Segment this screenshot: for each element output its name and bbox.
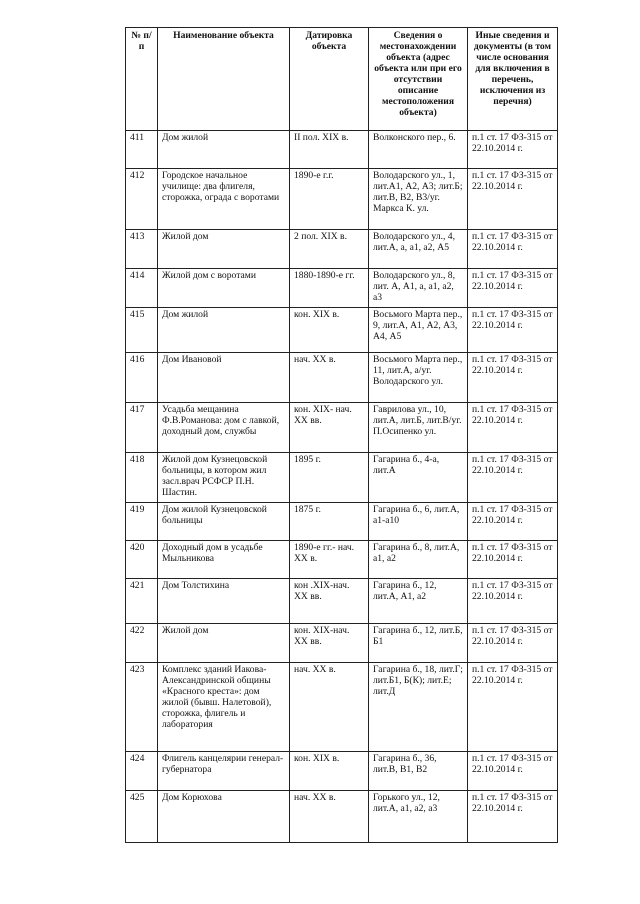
cell-dating: нач. XX в.: [290, 353, 369, 403]
heritage-objects-table: [125, 27, 558, 843]
table-row: [126, 230, 558, 269]
table-row: [126, 453, 558, 503]
cell-object-name: Дом Корюхова: [158, 791, 290, 843]
cell-dating: 1895 г.: [290, 453, 369, 503]
cell-dating: кон. XIX- нач. XX вв.: [290, 403, 369, 453]
cell-location: Гагарина б., 4-а, лит.А: [369, 453, 468, 503]
cell-dating: кон .XIX-нач. XX вв.: [290, 579, 369, 624]
cell-number: 424: [126, 752, 158, 791]
cell-dating: нач. XX в.: [290, 791, 369, 843]
cell-other-info: п.1 ст. 17 ФЗ-315 от 22.10.2014 г.: [468, 579, 558, 624]
cell-other-info: п.1 ст. 17 ФЗ-315 от 22.10.2014 г.: [468, 353, 558, 403]
cell-number: 418: [126, 453, 158, 503]
cell-object-name: Жилой дом: [158, 624, 290, 663]
cell-dating: 1890-е гг.- нач. XX в.: [290, 541, 369, 579]
table-row: [126, 791, 558, 843]
cell-number: 411: [126, 131, 158, 169]
cell-number: 417: [126, 403, 158, 453]
header-object-name: Наименование объекта: [158, 28, 290, 131]
table-row: [126, 403, 558, 453]
table-row: [126, 541, 558, 579]
cell-location: Волконского пер., 6.: [369, 131, 468, 169]
cell-other-info: п.1 ст. 17 ФЗ-315 от 22.10.2014 г.: [468, 230, 558, 269]
cell-location: Горького ул., 12, лит.А, а1, а2, а3: [369, 791, 468, 843]
cell-other-info: п.1 ст. 17 ФЗ-315 от 22.10.2014 г.: [468, 663, 558, 752]
table-row: [126, 269, 558, 308]
cell-location: Володарского ул., 1, лит.А1, А2, А3; лит.Б; лит.В, В2, В3/уг. Маркса К. ул.: [369, 169, 468, 230]
cell-location: Восьмого Марта пер., 11, лит.А, а/уг. Володарского ул.: [369, 353, 468, 403]
cell-object-name: Дом Толстихина: [158, 579, 290, 624]
cell-number: 415: [126, 308, 158, 353]
cell-number: 419: [126, 503, 158, 541]
table-row: [126, 579, 558, 624]
cell-location: Володарского ул., 4, лит.А, а, а1, а2, А5: [369, 230, 468, 269]
cell-object-name: Флигель канцелярии генерал-губернатора: [158, 752, 290, 791]
table-header-row: [126, 28, 558, 131]
cell-location: Гагарина б., 36, лит.В, В1, В2: [369, 752, 468, 791]
table-body: [126, 131, 558, 843]
cell-object-name: Жилой дом с воротами: [158, 269, 290, 308]
cell-dating: 1880-1890-е гг.: [290, 269, 369, 308]
table-row: [126, 353, 558, 403]
cell-other-info: п.1 ст. 17 ФЗ-315 от 22.10.2014 г.: [468, 453, 558, 503]
table-row: [126, 308, 558, 353]
cell-number: 420: [126, 541, 158, 579]
cell-other-info: п.1 ст. 17 ФЗ-315 от 22.10.2014 г.: [468, 308, 558, 353]
cell-number: 416: [126, 353, 158, 403]
table-row: [126, 503, 558, 541]
cell-object-name: Жилой дом: [158, 230, 290, 269]
cell-other-info: п.1 ст. 17 ФЗ-315 от 22.10.2014 г.: [468, 503, 558, 541]
cell-dating: II пол. XIX в.: [290, 131, 369, 169]
table-row: [126, 169, 558, 230]
cell-dating: 1890-е г.г.: [290, 169, 369, 230]
cell-object-name: Дом Ивановой: [158, 353, 290, 403]
cell-dating: кон. XIX в.: [290, 308, 369, 353]
cell-location: Володарского ул., 8, лит. А, А1, а, а1, а2, а3: [369, 269, 468, 308]
cell-dating: 1875 г.: [290, 503, 369, 541]
cell-location: Гагарина б., 8, лит.А, а1, а2: [369, 541, 468, 579]
cell-number: 425: [126, 791, 158, 843]
cell-other-info: п.1 ст. 17 ФЗ-315 от 22.10.2014 г.: [468, 752, 558, 791]
cell-other-info: п.1 ст. 17 ФЗ-315 от 22.10.2014 г.: [468, 269, 558, 308]
cell-number: 413: [126, 230, 158, 269]
table-row: [126, 752, 558, 791]
cell-dating: нач. XX в.: [290, 663, 369, 752]
cell-location: Гагарина б., 18, лит.Г; лит.Б1, Б(К); лит.Е; лит.Д: [369, 663, 468, 752]
cell-other-info: п.1 ст. 17 ФЗ-315 от 22.10.2014 г.: [468, 131, 558, 169]
cell-location: Гагарина б., 6, лит.А, а1-а10: [369, 503, 468, 541]
table-row: [126, 131, 558, 169]
cell-object-name: Комплекс зданий Иакова-Александринской общины «Красного креста»: дом жилой (бывш. Налетовой), сторожка, флигель и лаборатория: [158, 663, 290, 752]
cell-dating: кон. XIX в.: [290, 752, 369, 791]
cell-dating: кон. XIX-нач. XX вв.: [290, 624, 369, 663]
cell-location: Гагарина б., 12, лит.Б, Б1: [369, 624, 468, 663]
cell-other-info: п.1 ст. 17 ФЗ-315 от 22.10.2014 г.: [468, 791, 558, 843]
table-row: [126, 663, 558, 752]
header-dating: Датировка объекта: [290, 28, 369, 131]
cell-other-info: п.1 ст. 17 ФЗ-315 от 22.10.2014 г.: [468, 624, 558, 663]
cell-object-name: Дом жилой: [158, 131, 290, 169]
cell-number: 414: [126, 269, 158, 308]
cell-object-name: Дом жилой Кузнецовской больницы: [158, 503, 290, 541]
cell-number: 412: [126, 169, 158, 230]
cell-other-info: п.1 ст. 17 ФЗ-315 от 22.10.2014 г.: [468, 169, 558, 230]
cell-other-info: п.1 ст. 17 ФЗ-315 от 22.10.2014 г.: [468, 541, 558, 579]
cell-object-name: Дом жилой: [158, 308, 290, 353]
cell-dating: 2 пол. XIX в.: [290, 230, 369, 269]
header-other-info: Иные сведения и документы (в том числе основания для включения в перечень, исключения из перечня): [468, 28, 558, 131]
cell-location: Гагарина б., 12, лит.А, А1, а2: [369, 579, 468, 624]
cell-location: Восьмого Марта пер., 9, лит.А, А1, А2, А3, А4, А5: [369, 308, 468, 353]
cell-number: 422: [126, 624, 158, 663]
cell-location: Гаврилова ул., 10, лит.А, лит.Б, лит.В/уг. П.Осипенко ул.: [369, 403, 468, 453]
cell-number: 421: [126, 579, 158, 624]
cell-other-info: п.1 ст. 17 ФЗ-315 от 22.10.2014 г.: [468, 403, 558, 453]
header-number: № п/п: [126, 28, 158, 131]
header-location: Сведения о местонахождении объекта (адрес объекта или при его отсутствии описание местоположения объекта): [369, 28, 468, 131]
cell-object-name: Усадьба мещанина Ф.В.Романова: дом с лавкой, доходный дом, службы: [158, 403, 290, 453]
cell-object-name: Городское начальное училище: два флигеля, сторожка, ограда с воротами: [158, 169, 290, 230]
table-row: [126, 624, 558, 663]
cell-object-name: Жилой дом Кузнецовской больницы, в котором жил засл.врач РСФСР П.Н. Шастин.: [158, 453, 290, 503]
cell-number: 423: [126, 663, 158, 752]
cell-object-name: Доходный дом в усадьбе Мыльникова: [158, 541, 290, 579]
